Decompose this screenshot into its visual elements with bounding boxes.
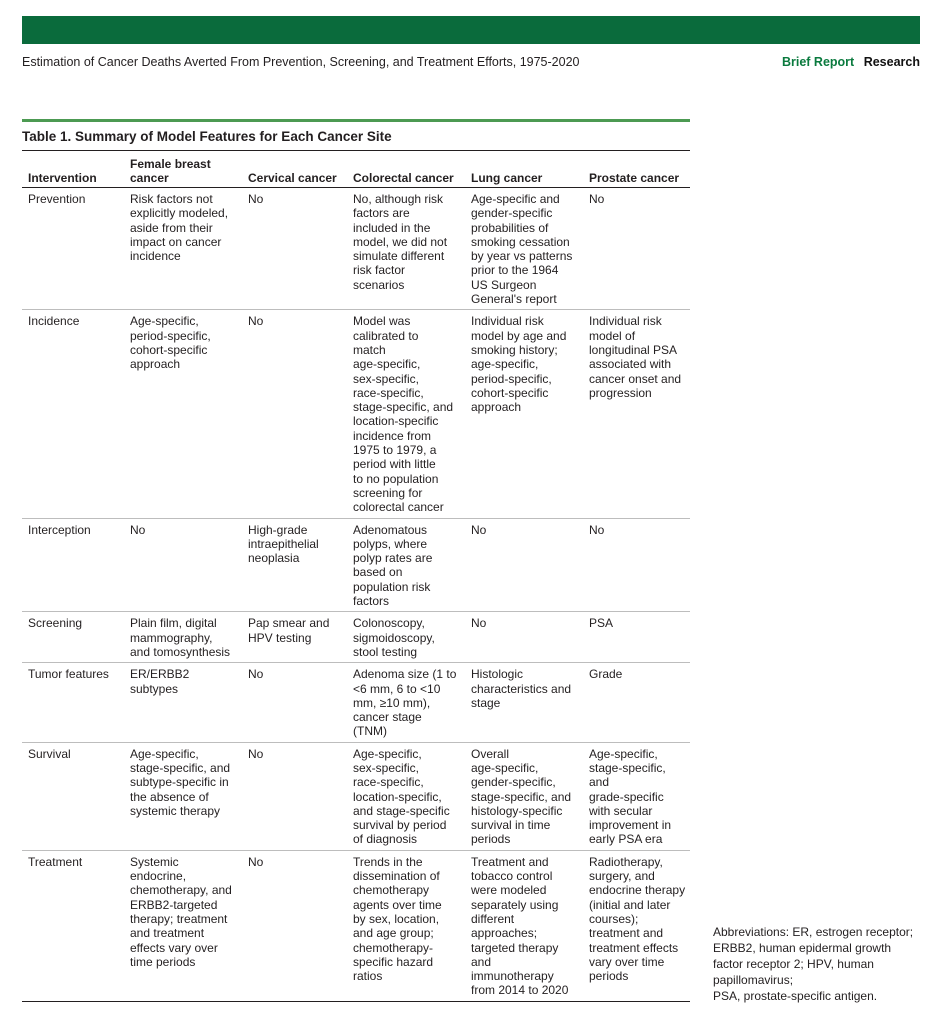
- table-cell: Age-specific, stage-specific, and grade-specific with secular improvement in early PSA era: [589, 746, 672, 847]
- table-row: [22, 612, 690, 663]
- column-header: Colorectal cancer: [353, 171, 454, 185]
- table-cell: Individual risk model by age and smoking history; age-specific, period-specific, cohort-specific approach: [471, 314, 567, 415]
- column-header: Intervention: [28, 171, 97, 185]
- table-cell: PSA: [589, 616, 614, 631]
- table-cell: Risk factors not explicitly modeled, aside from their impact on cancer incidence: [130, 192, 229, 264]
- table-container: [22, 119, 690, 1002]
- table-footnote: Abbreviations: ER, estrogen receptor; ERBB2, human epidermal growth factor receptor 2; HPV, human papillomavirus; PSA, prostate-specific antigen.: [713, 925, 914, 1003]
- table-cell: Histologic characteristics and stage: [471, 667, 572, 710]
- table-cell: No: [589, 522, 605, 537]
- category-tag: Research: [863, 55, 920, 69]
- table-cell: Radiotherapy, surgery, and endocrine therapy (initial and later courses); treatment and treatment effects vary over time periods: [589, 854, 686, 984]
- table-cell: Grade: [589, 667, 623, 682]
- table-cell: Age-specific, period-specific, cohort-specific approach: [130, 314, 211, 372]
- table-cell: ER/ERBB2 subtypes: [130, 667, 190, 696]
- table-cell: Incidence: [28, 314, 80, 329]
- table-row: [22, 518, 690, 612]
- section-tag[interactable]: Brief Report: [781, 55, 855, 69]
- table-cell: Trends in the dissemination of chemotherapy agents over time by sex, location, and age group; chemotherapy- specific hazard ratios: [353, 854, 442, 984]
- table-cell: No: [130, 522, 146, 537]
- table-cell: Individual risk model of longitudinal PSA associated with cancer onset and progression: [589, 314, 682, 400]
- column-header: Prostate cancer: [589, 171, 680, 185]
- column-header: Cervical cancer: [248, 171, 337, 185]
- table-cell: Treatment: [28, 854, 83, 869]
- table-row: [22, 310, 690, 518]
- table-top-rule: [22, 119, 690, 122]
- table-cell: No: [471, 616, 487, 631]
- table-cell: No: [248, 854, 264, 869]
- table-cell: No: [248, 192, 264, 206]
- table-row: [22, 850, 690, 1001]
- table-cell: High-grade intraepithelial neoplasia: [248, 522, 319, 566]
- table-cell: Colonoscopy, sigmoidoscopy, stool testing: [353, 616, 435, 659]
- column-header: Lung cancer: [471, 171, 543, 185]
- table-cell: Prevention: [28, 192, 86, 206]
- table-cell: Age-specific and gender-specific probabilities of smoking cessation by year vs patterns prior to the 1964 US Surgeon General's report: [471, 192, 573, 307]
- table-cell: Adenomatous polyps, where polyp rates are based on population risk factors: [353, 522, 433, 609]
- journal-header-bar: [22, 16, 920, 44]
- table-row: [22, 742, 690, 850]
- table-row: [22, 188, 690, 310]
- table-cell: No: [248, 314, 264, 329]
- running-title: Estimation of Cancer Deaths Averted From Prevention, Screening, and Treatment Efforts, 1975-2020: [22, 55, 580, 69]
- table-cell: No: [471, 522, 487, 537]
- column-header: Female breast cancer: [130, 157, 211, 185]
- table-cell: Systemic endocrine, chemotherapy, and ERBB2-targeted therapy; treatment and treatment effects vary over time periods: [130, 854, 232, 969]
- table-cell: Age-specific, stage-specific, and subtype-specific in the absence of systemic therapy: [130, 746, 231, 818]
- table-cell: Tumor features: [28, 667, 109, 682]
- table-cell: Adenoma size (1 to <6 mm, 6 to <10 mm, ≥10 mm), cancer stage (TNM): [353, 667, 457, 739]
- table-cell: Overall age-specific, gender-specific, stage-specific, and histology-specific survival in time periods: [471, 746, 572, 847]
- table-cell: Interception: [28, 522, 91, 537]
- table-header-row: [22, 151, 690, 188]
- table-cell: Treatment and tobacco control were modeled separately using different approaches; targeted therapy and immunotherapy from 2014 to 2020: [471, 854, 569, 998]
- table-cell: No: [248, 746, 264, 761]
- table-cell: Survival: [28, 746, 71, 761]
- table-cell: Age-specific, sex-specific, race-specific, location-specific, and stage-specific survival by period of diagnosis: [353, 746, 450, 847]
- table-cell: No: [589, 192, 605, 206]
- table-cell: Plain film, digital mammography, and tomosynthesis: [130, 616, 231, 659]
- table-cell: No, although risk factors are included in the model, we did not simulate different risk factor scenarios: [353, 192, 448, 292]
- table-cell: No: [248, 667, 264, 682]
- table-cell: Pap smear and HPV testing: [248, 616, 330, 645]
- table-cell: Model was calibrated to match age-specific, sex-specific, race-specific, stage-specific, and location-specific incidence from 1975 to 1979, a period with little to no population screening for colorectal cancer: [353, 314, 454, 515]
- table-cell: Screening: [28, 616, 83, 631]
- header-tags: [782, 55, 920, 69]
- model-features-table: [22, 150, 690, 1002]
- table-title: Table 1. Summary of Model Features for Each Cancer Site: [22, 129, 392, 144]
- table-row: [22, 663, 690, 742]
